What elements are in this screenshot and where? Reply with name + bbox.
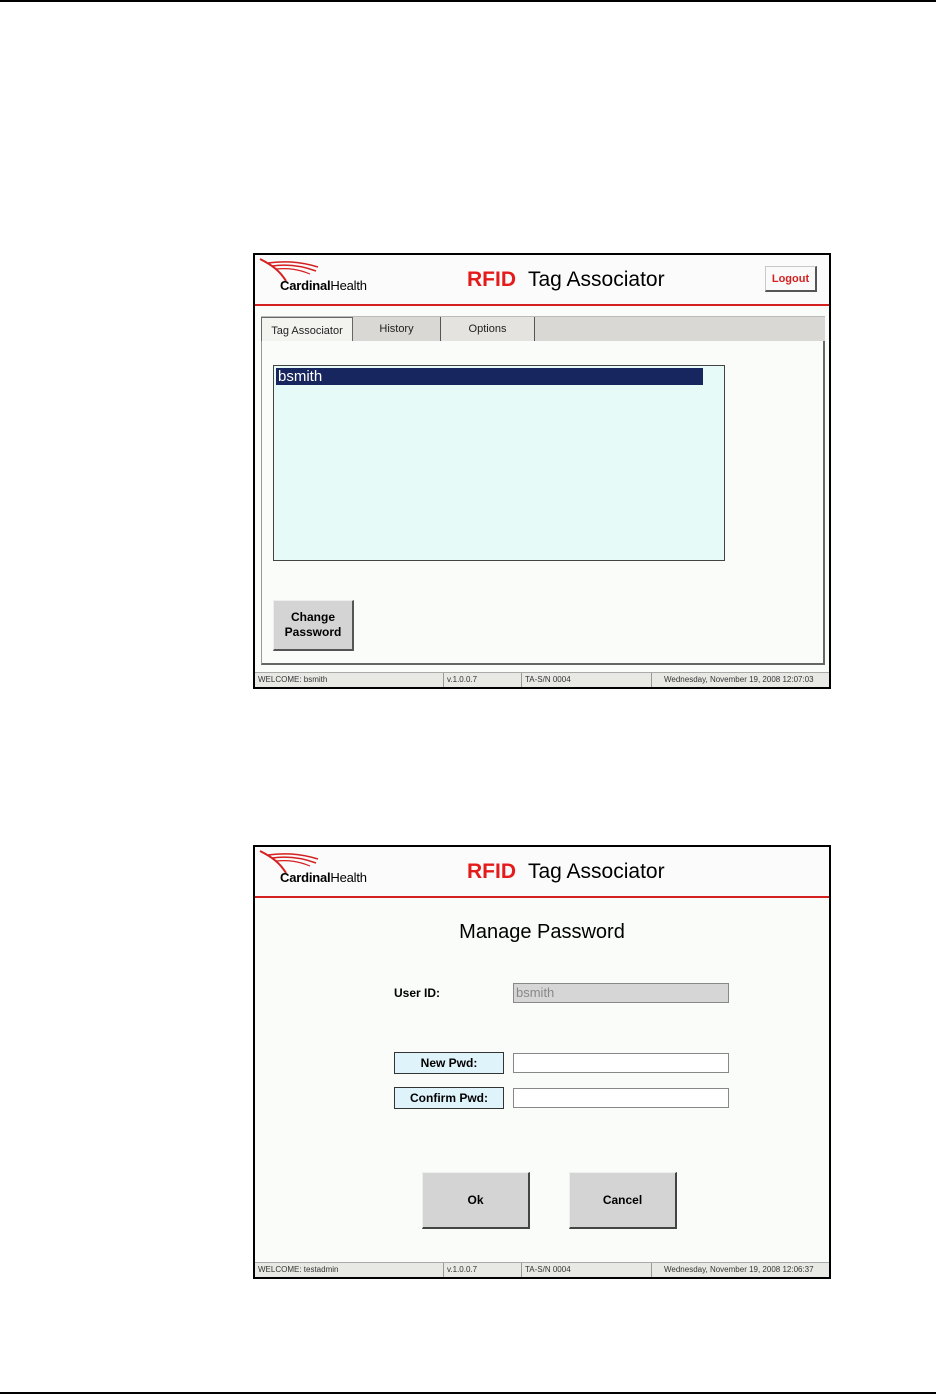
status-welcome: WELCOME: bsmith <box>258 675 328 684</box>
tag-associator-panel <box>261 341 825 665</box>
tab-strip <box>261 316 825 342</box>
status-datetime: Wednesday, November 19, 2008 12:07:03 <box>651 673 829 687</box>
user-id-label: User ID: <box>394 986 441 1000</box>
brand-cardinal: Cardinal <box>280 870 331 885</box>
tab-options[interactable]: Options <box>441 317 535 341</box>
new-password-field[interactable] <box>513 1053 729 1073</box>
user-list-item-selected[interactable]: bsmith <box>276 368 703 385</box>
cardinal-health-logo <box>258 849 378 893</box>
status-bar <box>255 1262 829 1277</box>
title-rfid: RFID <box>467 860 516 883</box>
brand-cardinal: Cardinal <box>280 278 331 293</box>
app-header <box>255 847 829 896</box>
user-id-field: bsmith <box>513 983 729 1003</box>
app-title <box>467 268 665 292</box>
cardinal-health-logo <box>258 257 378 301</box>
user-list[interactable] <box>273 365 725 561</box>
change-password-button[interactable]: Change Password <box>273 600 354 651</box>
tab-history[interactable]: History <box>353 317 441 341</box>
page-bottom-rule <box>0 1392 936 1394</box>
logout-button[interactable]: Logout <box>765 266 817 292</box>
title-rfid: RFID <box>467 268 516 291</box>
status-datetime: Wednesday, November 19, 2008 12:06:37 <box>651 1263 829 1277</box>
app-title <box>467 860 665 884</box>
title-tag-associator: Tag Associator <box>528 268 665 291</box>
status-serial: TA-S/N 0004 <box>521 1263 651 1277</box>
manage-password-window <box>253 845 831 1279</box>
status-bar <box>255 672 829 687</box>
page-title: Manage Password <box>459 921 625 943</box>
status-version: v.1.0.0.7 <box>443 1263 521 1277</box>
new-pwd-label: New Pwd: <box>394 1052 504 1074</box>
header-divider <box>255 304 829 306</box>
page-top-rule <box>0 0 936 2</box>
confirm-pwd-label: Confirm Pwd: <box>394 1087 504 1109</box>
tag-associator-window <box>253 253 831 689</box>
status-serial: TA-S/N 0004 <box>521 673 651 687</box>
header-divider <box>255 896 829 898</box>
confirm-password-field[interactable] <box>513 1088 729 1108</box>
app-header <box>255 255 829 304</box>
title-tag-associator: Tag Associator <box>528 860 665 883</box>
status-version: v.1.0.0.7 <box>443 673 521 687</box>
tab-tag-associator[interactable]: Tag Associator <box>261 317 353 343</box>
brand-health: Health <box>330 278 367 293</box>
status-welcome: WELCOME: testadmin <box>258 1265 339 1274</box>
cancel-button[interactable]: Cancel <box>569 1172 677 1229</box>
brand-health: Health <box>330 870 367 885</box>
ok-button[interactable]: Ok <box>422 1172 530 1229</box>
